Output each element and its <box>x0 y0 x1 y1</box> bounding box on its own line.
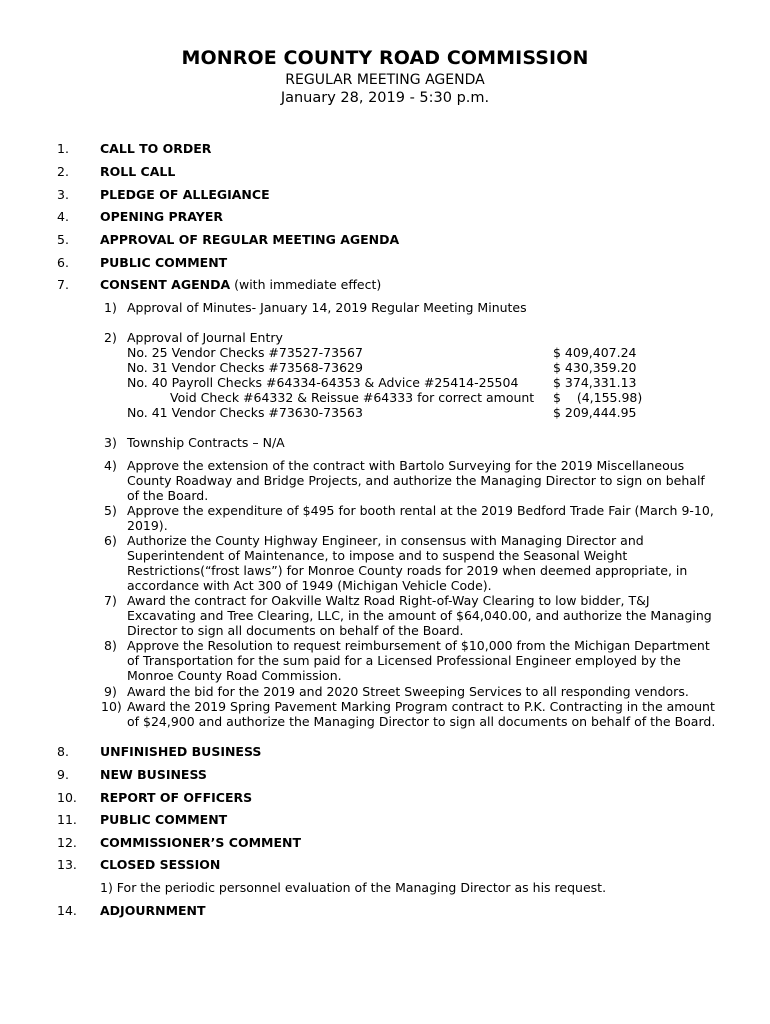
journal-line-amount: $ 409,407.24 <box>553 345 637 360</box>
item-unfinished-business: UNFINISHED BUSINESS <box>100 744 262 759</box>
item-roll-call: ROLL CALL <box>100 164 176 179</box>
item-number-10: 10. <box>57 790 77 805</box>
item-number-5: 5. <box>57 232 69 247</box>
journal-line-label: No. 40 Payroll Checks #64334-64353 & Advice #25414-25504 <box>127 375 519 390</box>
item-public-comment: PUBLIC COMMENT <box>100 255 228 270</box>
item-number-11: 11. <box>57 812 77 827</box>
consent-item-booth-rental: Approve the expenditure of $495 for booth rental at the 2019 Bedford Trade Fair (March 9-10, 2019). <box>127 503 714 533</box>
consent-number-5: 5) <box>104 503 117 518</box>
item-number-1: 1. <box>57 141 69 156</box>
consent-number-1: 1) <box>104 300 117 315</box>
consent-number-6: 6) <box>104 533 117 548</box>
item-call-to-order: CALL TO ORDER <box>100 141 212 156</box>
consent-number-10: 10) <box>101 699 122 714</box>
item-consent-agenda <box>100 277 381 292</box>
item-new-business: NEW BUSINESS <box>100 767 207 782</box>
journal-entry-heading: Approval of Journal Entry <box>127 330 283 345</box>
item-number-6: 6. <box>57 255 69 270</box>
journal-line-amount: $ 430,359.20 <box>553 360 637 375</box>
journal-line-label: No. 31 Vendor Checks #73568-73629 <box>127 360 363 375</box>
item-commissioners-comment: COMMISSIONER’S COMMENT <box>100 835 301 850</box>
journal-line-label: No. 25 Vendor Checks #73527-73567 <box>127 345 363 360</box>
consent-agenda-note: (with immediate effect) <box>230 277 382 292</box>
item-opening-prayer: OPENING PRAYER <box>100 209 223 224</box>
item-number-4: 4. <box>57 209 69 224</box>
consent-item-frost-laws: Authorize the County Highway Engineer, in consensus with Managing Director and Superintendent of Maintenance, to impose and to suspend the Seasonal Weight Restrictions(“frost laws”) for Monroe County roads for 2019 when deemed appropriate, in accordance with Act 300 of 1949 (Michigan Vehicle Code). <box>127 533 688 593</box>
journal-line-label: No. 41 Vendor Checks #73630-73563 <box>127 405 363 420</box>
consent-item-township-contracts: Township Contracts – N/A <box>127 435 285 450</box>
item-number-12: 12. <box>57 835 77 850</box>
journal-line-amount: $ 374,331.13 <box>553 375 637 390</box>
item-number-2: 2. <box>57 164 69 179</box>
item-number-7: 7. <box>57 277 69 292</box>
consent-number-2: 2) <box>104 330 117 345</box>
consent-item-bartolo-surveying: Approve the extension of the contract with Bartolo Surveying for the 2019 Miscellaneous County Roadway and Bridge Projects, and authorize the Managing Director to sign on behalf of the Board. <box>127 458 705 503</box>
item-approval-of-agenda: APPROVAL OF REGULAR MEETING AGENDA <box>100 232 400 247</box>
consent-number-4: 4) <box>104 458 117 473</box>
item-public-comment-2: PUBLIC COMMENT <box>100 812 228 827</box>
item-number-14: 14. <box>57 903 77 918</box>
consent-item-mdot-reimbursement: Approve the Resolution to request reimbursement of $10,000 from the Michigan Department of Transportation for the sum paid for a Licensed Professional Engineer employed by the Monroe County Road Commission. <box>127 638 710 683</box>
consent-number-7: 7) <box>104 593 117 608</box>
document-subtitle: REGULAR MEETING AGENDA <box>285 72 485 88</box>
consent-item-pavement-marking: Award the 2019 Spring Pavement Marking Program contract to P.K. Contracting in the amount of $24,900 and authorize the Managing Director to sign all documents on behalf of the Board. <box>127 699 716 729</box>
consent-number-9: 9) <box>104 684 117 699</box>
journal-line-label: Void Check #64332 & Reissue #64333 for correct amount <box>170 390 535 405</box>
document-title: MONROE COUNTY ROAD COMMISSION <box>181 47 589 69</box>
consent-item-minutes: Approval of Minutes- January 14, 2019 Regular Meeting Minutes <box>127 300 527 315</box>
journal-line-amount: $ (4,155.98) <box>553 390 643 405</box>
consent-number-3: 3) <box>104 435 117 450</box>
item-report-of-officers: REPORT OF OFFICERS <box>100 790 253 805</box>
item-number-13: 13. <box>57 857 77 872</box>
consent-item-street-sweeping: Award the bid for the 2019 and 2020 Street Sweeping Services to all responding vendors. <box>127 684 689 699</box>
item-pledge-of-allegiance: PLEDGE OF ALLEGIANCE <box>100 187 270 202</box>
journal-line-amount: $ 209,444.95 <box>553 405 637 420</box>
consent-number-8: 8) <box>104 638 117 653</box>
consent-item-row-clearing: Award the contract for Oakville Waltz Road Right-of-Way Clearing to low bidder, T&J Excavating and Tree Clearing, LLC, in the amount of $64,040.00, and authorize the Managing Director to sign all documents on behalf of the Board. <box>127 593 712 638</box>
closed-session-detail: 1) For the periodic personnel evaluation of the Managing Director as his request. <box>100 880 607 895</box>
item-number-8: 8. <box>57 744 69 759</box>
item-closed-session: CLOSED SESSION <box>100 857 221 872</box>
item-number-3: 3. <box>57 187 69 202</box>
consent-agenda-title: CONSENT AGENDA <box>100 277 231 292</box>
meeting-date: January 28, 2019 - 5:30 p.m. <box>280 90 490 106</box>
item-adjournment: ADJOURNMENT <box>100 903 206 918</box>
item-number-9: 9. <box>57 767 69 782</box>
